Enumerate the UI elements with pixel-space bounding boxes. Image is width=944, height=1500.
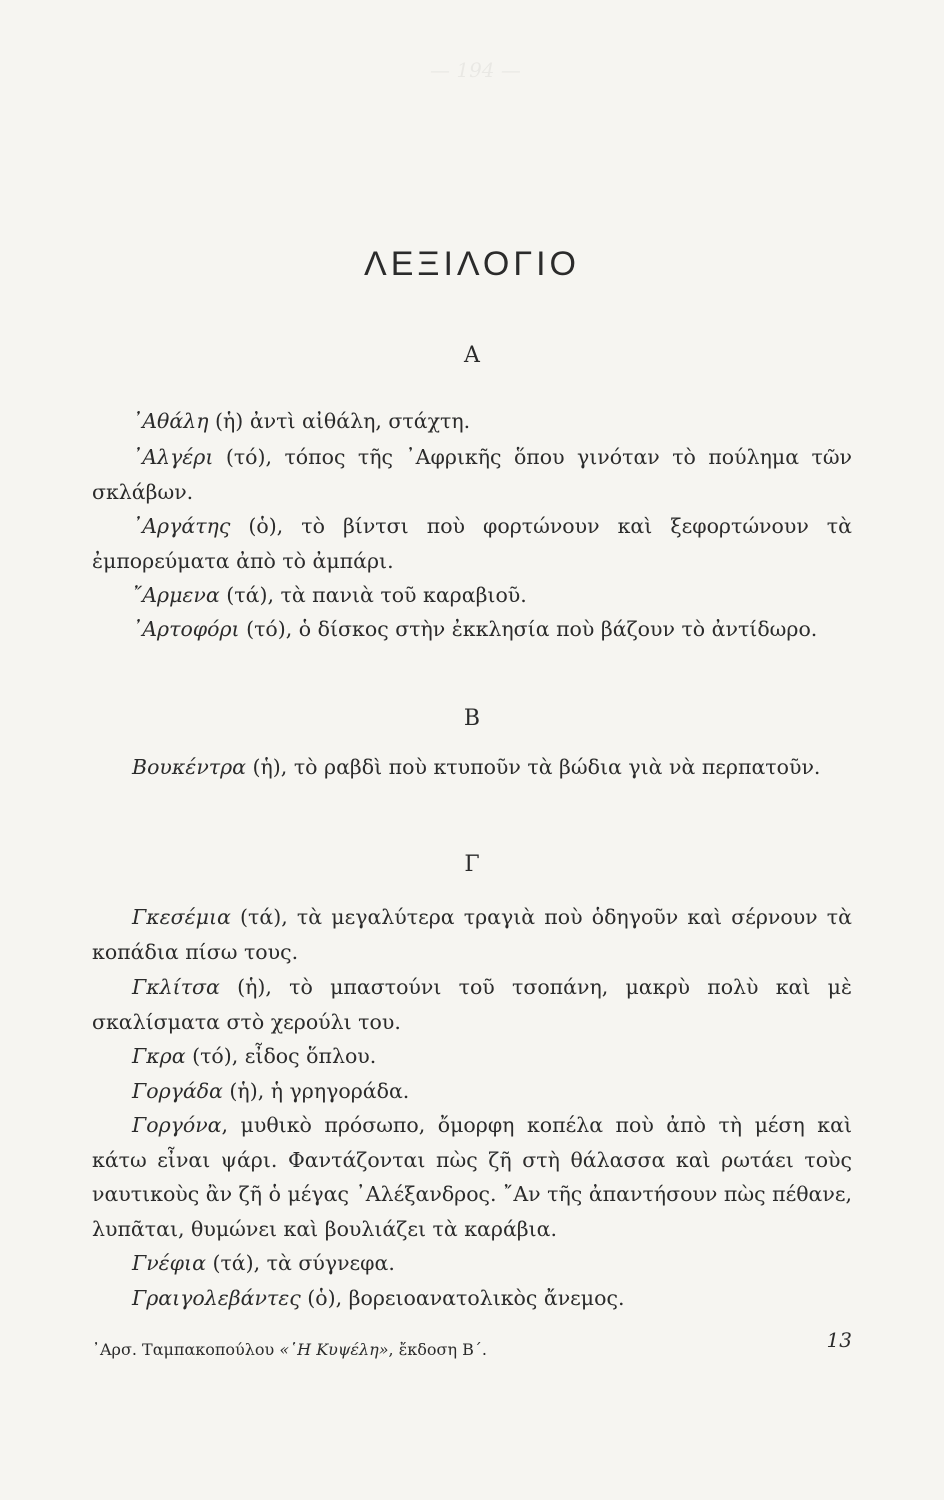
glossary-entry	[92, 1246, 852, 1281]
section-letter-a: Α	[464, 343, 480, 368]
entry-lemma: Γοργόνα	[132, 1113, 222, 1137]
glossary-entry	[92, 612, 852, 647]
glossary-entry	[92, 970, 852, 1039]
page-number: 13	[826, 1328, 852, 1352]
entry-definition: (ὁ), τὸ βίντσι ποὺ φορτώνουν καὶ ξεφορτώνουν τὰ ἐμπορεύματα ἀπὸ τὸ ἀμπάρι.	[92, 514, 852, 573]
glossary-entry	[92, 900, 852, 969]
entry-lemma: ᾿Αρτοφόρι	[132, 617, 240, 641]
entry-definition: (ὁ), βορειοανατολικὸς ἄνεμος.	[300, 1286, 625, 1310]
section-letter-b: Β	[463, 706, 481, 731]
entry-lemma: ᾿Αθάλη	[132, 409, 209, 433]
glossary-entry	[92, 509, 852, 578]
entry-lemma: Γκεσέμια	[132, 905, 231, 929]
entry-lemma: Γραιγολεβάντες	[132, 1286, 301, 1310]
entry-definition: (ἡ), τὸ μπαστούνι τοῦ τσοπάνη, μακρὺ πολὺ καὶ μὲ σκαλίσματα στὸ χερούλι του.	[92, 975, 852, 1034]
entry-definition: (τά), τὰ πανιὰ τοῦ καραβιοῦ.	[219, 583, 527, 607]
entry-lemma: ᾿Αλγέρι	[132, 445, 214, 469]
entry-lemma: Βουκέντρα	[132, 755, 247, 779]
footer-author: ᾿Αρσ. Ταμπακοπούλου	[92, 1340, 275, 1359]
entry-definition: (τά), τὰ σύγνεφα.	[205, 1251, 395, 1275]
show-through-text: — 194 —	[430, 58, 521, 82]
entry-lemma: Γνέφια	[132, 1251, 206, 1275]
footer-book-title: «῾Η Κυψέλη»	[279, 1340, 389, 1359]
entry-definition: (τό), ὁ δίσκος στὴν ἐκκλησία ποὺ βάζουν τὸ ἀντίδωρο.	[239, 617, 818, 641]
entry-lemma: ᾿Αργάτης	[132, 514, 231, 538]
entry-lemma: ῎Αρμενα	[132, 583, 220, 607]
entry-definition: (τό), εἶδος ὅπλου.	[185, 1044, 377, 1068]
page-title: ΛΕΞΙΛΟΓΙΟ	[364, 244, 580, 283]
entry-definition: (ἡ), τὸ ραβδὶ ποὺ κτυποῦν τὰ βώδια γιὰ νὰ περπατοῦν.	[246, 755, 821, 779]
glossary-entry	[92, 750, 852, 785]
glossary-entry	[92, 404, 852, 439]
section-letter-g: Γ	[464, 852, 480, 877]
entry-lemma: Γοργάδα	[132, 1079, 223, 1103]
entry-definition: (ἡ) ἀντὶ αἰθάλη, στάχτη.	[208, 409, 471, 433]
glossary-entry	[92, 1039, 852, 1074]
entry-definition: (τό), τόπος τῆς ᾿Αφρικῆς ὅπου γινόταν τὸ πούλημα τῶν σκλάβων.	[92, 445, 852, 504]
footer-edition: , ἔκδοση Β΄.	[388, 1340, 487, 1359]
glossary-entry	[92, 440, 852, 509]
entry-definition: (ἡ), ἡ γρηγοράδα.	[222, 1079, 410, 1103]
page-footer	[92, 1328, 852, 1359]
glossary-entry	[92, 1281, 852, 1316]
entry-lemma: Γκρα	[132, 1044, 186, 1068]
entry-definition: , μυθικὸ πρόσωπο, ὄμορφη κοπέλα ποὺ ἀπὸ τὴ μέση καὶ κάτω εἶναι ψάρι. Φαντάζονται πὼς ζῆ στὴ θάλασσα καὶ ρωτάει τοὺς ναυτικοὺς ἂν ζῆ ὁ μέγας ᾿Αλέξανδρος. ῎Αν τῆς ἀπαντήσουν πὼς πέθανε, λυπᾶται, θυμώνει καὶ βουλιάζει τὰ καράβια.	[92, 1113, 852, 1241]
entry-definition: (τά), τὰ μεγαλύτερα τραγιὰ ποὺ ὁδηγοῦν καὶ σέρνουν τὰ κοπάδια πίσω τους.	[92, 905, 852, 964]
entry-lemma: Γκλίτσα	[132, 975, 220, 999]
glossary-entry	[92, 578, 852, 613]
glossary-entry	[92, 1108, 852, 1246]
glossary-entry	[92, 1074, 852, 1109]
